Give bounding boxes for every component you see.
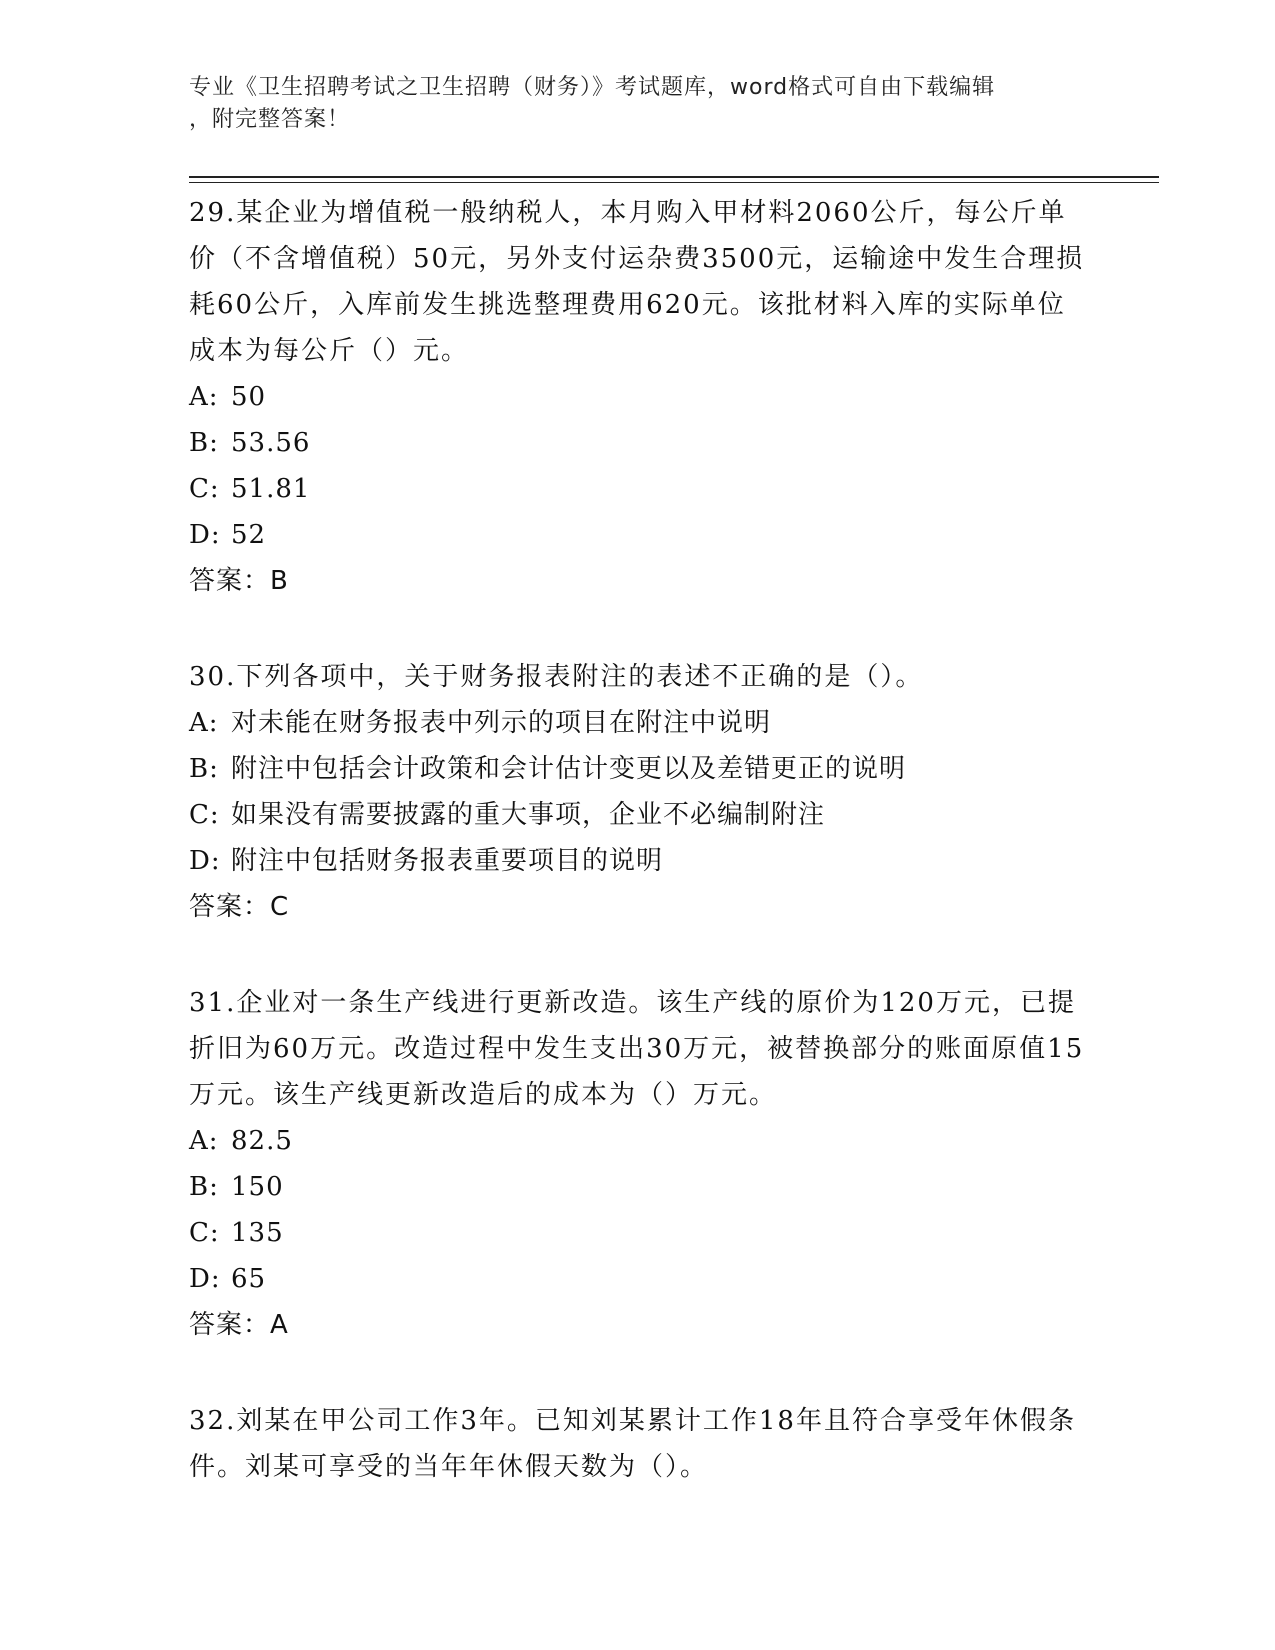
option-key: B:	[189, 754, 219, 784]
option-key: B:	[189, 428, 219, 458]
header-divider-thick	[189, 176, 1159, 178]
option-c	[189, 466, 1089, 512]
question-stem: 29.某企业为增值税一般纳税人，本月购入甲材料2060公斤，每公斤单价（不含增值税）50元，另外支付运杂费3500元，运输途中发生合理损耗60公斤，入库前发生挑选整理费用620元。该批材料入库的实际单位成本为每公斤（）元。	[189, 198, 1085, 366]
option-a	[189, 374, 1089, 420]
header-line-2: ，附完整答案！	[189, 107, 351, 132]
option-b	[189, 420, 1089, 466]
option-a	[189, 1118, 1089, 1164]
option-key: A:	[189, 1126, 219, 1156]
question-list	[189, 190, 1089, 1540]
option-text: 如果没有需要披露的重大事项，企业不必编制附注	[231, 800, 826, 830]
answer-line: 答案：A	[189, 1310, 289, 1340]
option-b	[189, 1164, 1089, 1210]
option-key: D:	[189, 520, 221, 550]
option-key: A:	[189, 708, 219, 738]
option-d	[189, 1256, 1089, 1302]
option-b	[189, 746, 1089, 792]
question-32	[189, 1398, 1089, 1490]
answer-line: 答案：C	[189, 892, 290, 922]
option-text: 135	[231, 1218, 284, 1248]
question-30	[189, 654, 1089, 930]
option-key: D:	[189, 846, 221, 876]
option-c	[189, 792, 1089, 838]
option-key: C:	[189, 474, 220, 504]
header-divider-thin	[189, 182, 1159, 183]
option-text: 53.56	[231, 428, 311, 458]
option-text: 50	[231, 382, 267, 412]
option-text: 52	[231, 520, 267, 550]
header-line-1: 专业《卫生招聘考试之卫生招聘（财务）》考试题库，word格式可自由下载编辑	[189, 75, 996, 100]
option-text: 51.81	[231, 474, 311, 504]
option-key: B:	[189, 1172, 219, 1202]
question-31	[189, 980, 1089, 1348]
question-stem: 32.刘某在甲公司工作3年。已知刘某累计工作18年且符合享受年休假条件。刘某可享受的当年年休假天数为（）。	[189, 1406, 1076, 1482]
option-text: 附注中包括财务报表重要项目的说明	[231, 846, 664, 876]
option-key: A:	[189, 382, 219, 412]
option-text: 附注中包括会计政策和会计估计变更以及差错更正的说明	[231, 754, 907, 784]
option-c	[189, 1210, 1089, 1256]
option-a	[189, 700, 1089, 746]
answer-line: 答案：B	[189, 566, 289, 596]
question-29	[189, 190, 1089, 604]
question-stem: 30.下列各项中，关于财务报表附注的表述不正确的是（）。	[189, 662, 924, 692]
option-d	[189, 838, 1089, 884]
option-text: 对未能在财务报表中列示的项目在附注中说明	[231, 708, 772, 738]
option-d	[189, 512, 1089, 558]
option-key: D:	[189, 1264, 221, 1294]
option-text: 82.5	[231, 1126, 293, 1156]
question-stem: 31.企业对一条生产线进行更新改造。该生产线的原价为120万元，已提折旧为60万元。改造过程中发生支出30万元，被替换部分的账面原值15万元。该生产线更新改造后的成本为（）万元。	[189, 988, 1085, 1110]
option-text: 65	[231, 1264, 267, 1294]
option-text: 150	[231, 1172, 284, 1202]
option-key: C:	[189, 1218, 220, 1248]
document-header	[189, 72, 1089, 136]
option-key: C:	[189, 800, 220, 830]
